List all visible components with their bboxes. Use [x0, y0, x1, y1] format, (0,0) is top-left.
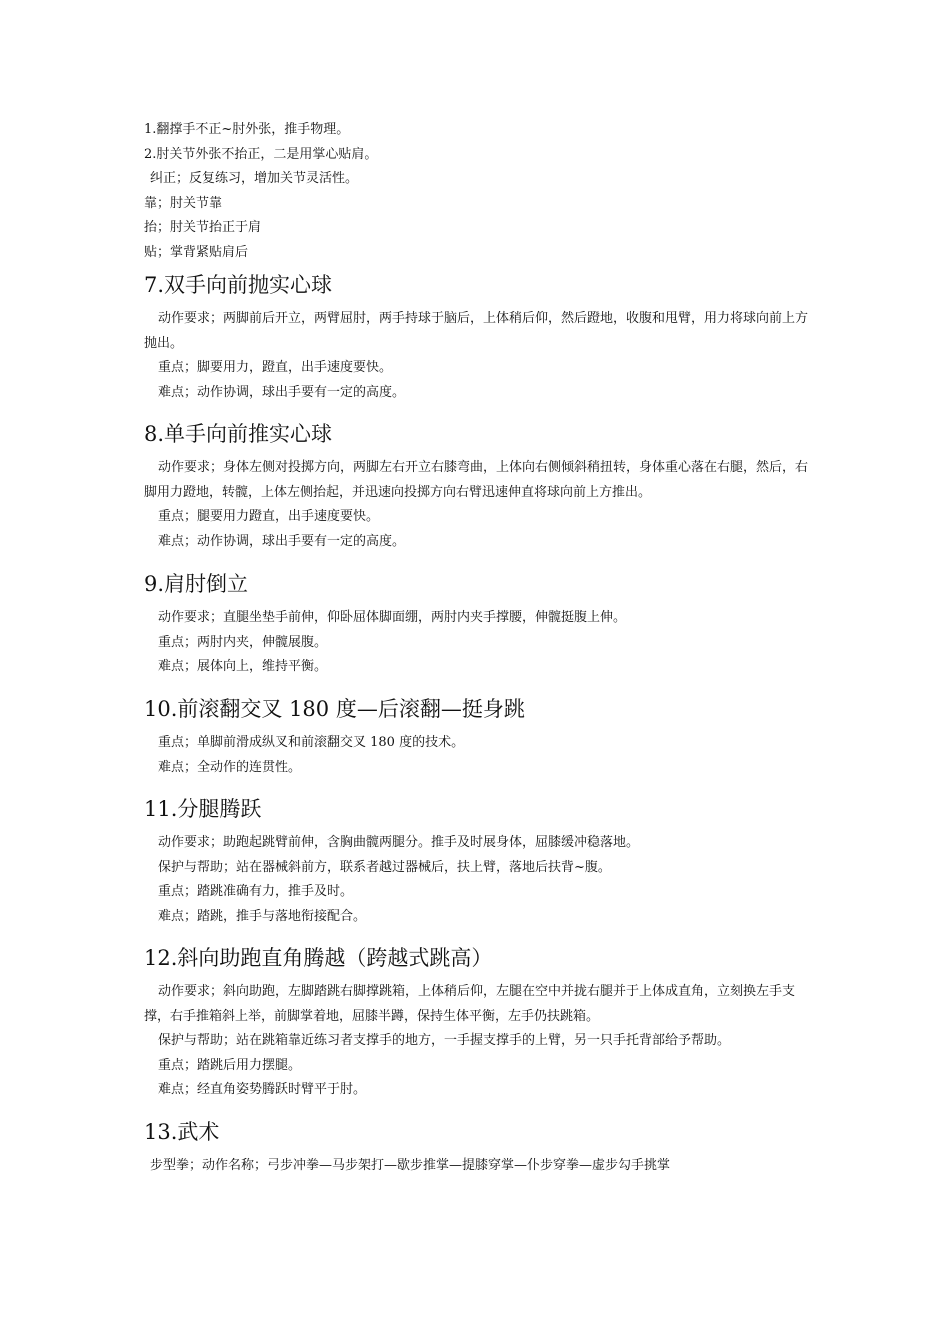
section-item: 保护与帮助；站在跳箱靠近练习者支撑手的地方，一手握支撑手的上臂，另一只手托背部给予帮助。 [158, 1033, 731, 1049]
section-item: 难点；全动作的连贯性。 [158, 759, 302, 775]
section-item: 重点；脚要用力，蹬直，出手速度要快。 [158, 360, 393, 376]
section-10 [144, 694, 814, 780]
section-item: 动作要求；身体左侧对投掷方向，两脚左右开立右膝弯曲，上体向右侧倾斜稍扭转，身体重心落在右腿，然后，右脚用力蹬地，转髋，上体左侧抬起，并迅速向投掷方向右臂迅速伸直将球向前上方推出。 [144, 460, 809, 500]
section-item: 重点；踏跳后用力摆腿。 [158, 1057, 302, 1073]
intro-line-6: 贴；掌背紧贴肩后 [144, 244, 249, 260]
section-item: 动作要求；斜向助跑，左脚踏跳右脚撑跳箱，上体稍后仰，左腿在空中并拢右腿并于上体成直角，立刻换左手支撑，右手推箱斜上举，前脚掌着地，屈膝半蹲，保持生体平衡，左手仍扶跳箱。 [144, 984, 796, 1024]
section-item: 动作要求；两脚前后开立，两臂屈肘，两手持球于脑后，上体稍后仰，然后蹬地，收腹和甩臂，用力将球向前上方抛出。 [144, 311, 809, 351]
section-13 [144, 1117, 814, 1179]
section-item: 难点；踏跳，推手与落地衔接配合。 [158, 908, 367, 924]
section-heading: 9.肩肘倒立 [144, 572, 249, 596]
section-7 [144, 270, 814, 405]
section-item: 难点；动作协调，球出手要有一定的高度。 [158, 384, 406, 400]
intro-line-1: 1.翻撑手不正~肘外张，推手物理。 [144, 122, 350, 137]
section-heading: 7.双手向前抛实心球 [144, 273, 333, 297]
section-heading: 8.单手向前推实心球 [144, 422, 333, 446]
section-item: 难点；经直角姿势腾跃时臂平于肘。 [158, 1082, 367, 1098]
intro-line-2: 2.肘关节外张不抬正，二是用掌心贴肩。 [144, 146, 378, 162]
section-9 [144, 569, 814, 680]
section-item: 难点；动作协调，球出手要有一定的高度。 [158, 533, 406, 549]
section-item: 保护与帮助；站在器械斜前方，联系者越过器械后，扶上臂，落地后扶背~腹。 [158, 859, 611, 875]
section-heading: 12.斜向助跑直角腾越（跨越式跳高） [144, 946, 493, 970]
section-8 [144, 419, 814, 554]
section-item: 步型拳；动作名称；弓步冲拳—马步架打—歇步推掌—提膝穿掌—仆步穿拳—虚步勾手挑掌 [150, 1158, 671, 1173]
intro-block [144, 118, 844, 266]
section-item: 动作要求；直腿坐垫手前伸，仰卧屈体脚面绷，两肘内夹手撑腰，伸髋挺腹上伸。 [158, 610, 627, 625]
section-item: 重点；踏跳准确有力，推手及时。 [158, 884, 354, 900]
intro-line-4: 靠；肘关节靠 [144, 195, 223, 211]
section-item: 重点；单脚前滑成纵叉和前滚翻交叉 180 度的技术。 [158, 735, 465, 750]
section-item: 动作要求；助跑起跳臂前伸，含胸曲髋两腿分。推手及时展身体，屈膝缓冲稳落地。 [158, 835, 640, 850]
intro-line-3: 纠正；反复练习，增加关节灵活性。 [150, 171, 359, 187]
section-heading: 10.前滚翻交叉 180 度—后滚翻—挺身跳 [144, 697, 525, 721]
section-item: 重点；腿要用力蹬直，出手速度要快。 [158, 509, 380, 525]
section-heading: 13.武术 [144, 1120, 220, 1144]
section-11 [144, 794, 814, 929]
section-12 [144, 943, 814, 1103]
section-item: 难点；展体向上，维持平衡。 [158, 659, 328, 675]
section-heading: 11.分腿腾跃 [144, 797, 262, 821]
intro-line-5: 抬；肘关节抬正于肩 [144, 220, 262, 236]
section-item: 重点；两肘内夹，伸髋展腹。 [158, 634, 328, 650]
